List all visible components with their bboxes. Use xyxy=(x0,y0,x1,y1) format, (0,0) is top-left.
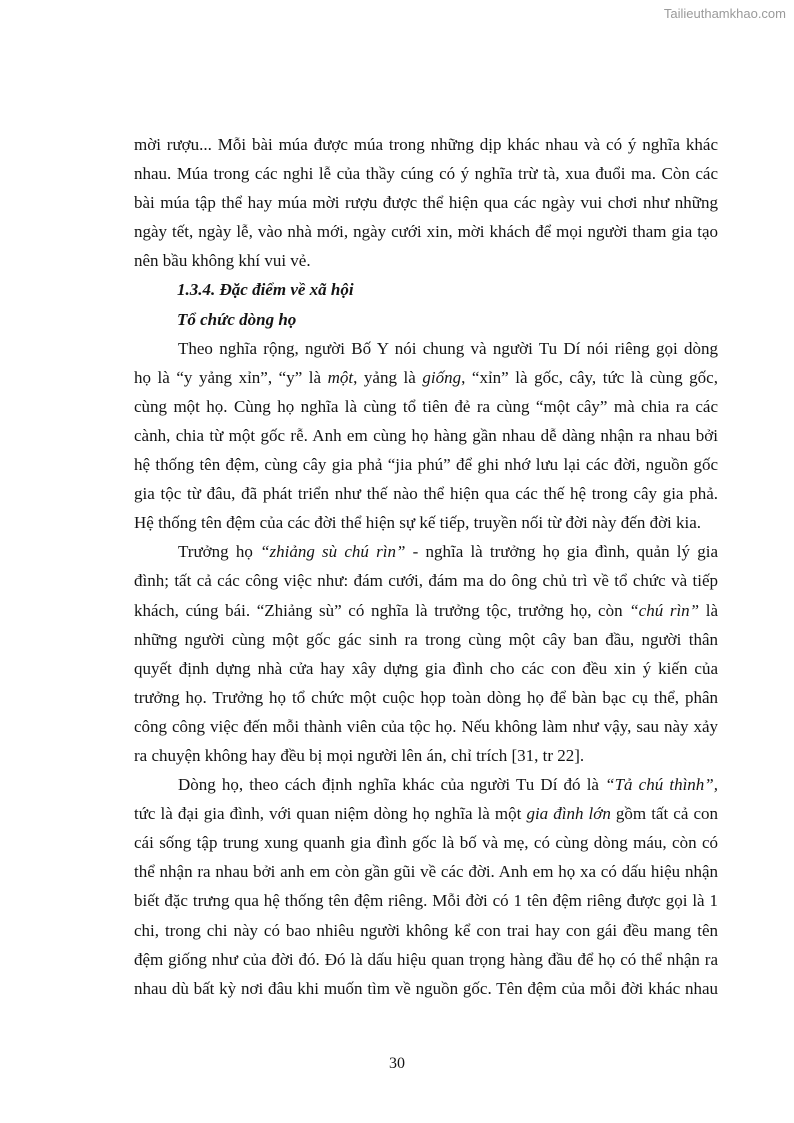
text-line: hệ thống tên đệm, cùng cây gia phả “jia phú” để ghi nhớ lưu lại các đời, nguồn gốc xyxy=(134,455,718,475)
italic-term: “Tả chú thình”, xyxy=(605,775,718,795)
text-line: ra chuyện không hay đều bị mọi người lên án, chỉ trích [31, tr 22]. xyxy=(134,745,585,765)
text-run: gồm tất cả con xyxy=(610,804,718,824)
text-line: mời rượu... Mỗi bài múa được múa trong những dịp khác nhau và có ý nghĩa khác xyxy=(134,135,718,154)
paragraph-2 xyxy=(134,334,718,538)
text-line: ngày tết, ngày lễ, vào nhà mới, ngày cưới xin, mời khách để mọi người tham gia tạo xyxy=(134,222,718,242)
text-run: , “xỉn” là gốc, cây, tức là cùng gốc, xyxy=(461,367,718,387)
section-heading: 1.3.4. Đặc điểm về xã hội xyxy=(177,280,354,300)
text-run: khách, cúng bái. “Zhiảng sù” có nghĩa là trưởng tộc, trưởng họ, còn xyxy=(134,600,630,620)
text-line xyxy=(134,363,718,392)
text-line xyxy=(134,770,718,799)
text-run: Dòng họ, theo cách định nghĩa khác của người Tu Dí đó là xyxy=(178,775,606,795)
text-line xyxy=(134,799,718,828)
text-line: bài múa tập thể hay múa mời rượu được thể hiện qua các ngày vui chơi như những xyxy=(134,193,718,213)
italic-term: gia đình lớn xyxy=(526,804,611,824)
subsection-heading: Tổ chức dòng họ xyxy=(177,309,297,329)
text-line: gia tộc từ đâu, đã phát triển như thế nào thể hiện qua các thế hệ trong cây gia phả. xyxy=(134,484,718,504)
page-body xyxy=(134,130,718,1003)
text-line xyxy=(134,537,718,566)
text-line: đệm giống như của đời đó. Đó là dấu hiệu quan trọng hàng đầu để họ có thể nhận ra xyxy=(134,949,718,969)
page-number: 30 xyxy=(389,1055,405,1072)
text-line xyxy=(134,596,718,625)
text-line: Theo nghĩa rộng, người Bố Y nói chung và người Tu Dí nói riêng gọi dòng xyxy=(178,338,718,358)
text-line: những người cùng một gốc gác sinh ra trong cùng một cây ban đầu, người thân xyxy=(134,629,718,649)
text-line: đình; tất cả các công việc như: đám cưới, đám ma do ông chủ trì về tổ chức và tiếp xyxy=(134,571,718,591)
italic-term: giống xyxy=(422,367,462,387)
paragraph-4 xyxy=(134,770,718,1003)
text-line: biết đặc trưng qua hệ thống tên đệm riêng. Mỗi đời có 1 tên đệm riêng được gọi là 1 xyxy=(134,891,718,911)
italic-term: “zhiảng sù chú rìn” xyxy=(260,542,406,562)
text-line: chi, trong chi này có bao nhiêu người không kể con trai hay con gái đều mang tên xyxy=(134,920,718,940)
text-line: thể nhận ra nhau bởi anh em còn gần gũi về các đời. Anh em họ xa có dấu hiệu nhận xyxy=(134,862,718,882)
italic-term: “chú rìn” xyxy=(629,600,700,620)
text-run: Trưởng họ xyxy=(178,542,261,562)
text-run: - nghĩa là trưởng họ gia đình, quản lý gia xyxy=(405,542,718,562)
paragraph-3 xyxy=(134,537,718,770)
text-run: , yảng là xyxy=(353,367,423,387)
text-line: nhau dù bất kỳ nơi đâu khi muốn tìm về nguồn gốc. Tên đệm của mỗi đời khác nhau xyxy=(134,978,718,998)
text-run: họ là “y yảng xỉn”, “y” là xyxy=(134,367,328,387)
text-line: nhau. Múa trong các nghi lễ của thầy cúng có ý nghĩa trừ tà, xua đuổi ma. Còn các xyxy=(134,164,718,184)
text-line: cành, chia từ một gốc rễ. Anh em cùng họ hàng gần nhau dễ dàng nhận ra nhau bởi xyxy=(134,425,718,445)
text-run: tức là đại gia đình, với quan niệm dòng họ nghĩa là một xyxy=(134,804,527,824)
text-line: cái sống tập trung xung quanh gia đình gốc là bố và mẹ, có cùng dòng máu, còn có xyxy=(134,833,718,853)
text-line: nên bầu không khí vui vẻ. xyxy=(134,251,311,271)
paragraph-1 xyxy=(134,130,718,275)
text-line: quyết định dựng nhà cửa hay xây dựng gia đình cho các con đều xin ý kiến của xyxy=(134,658,718,678)
text-line: trưởng họ. Trưởng họ tổ chức một cuộc họp toàn dòng họ để bàn bạc cụ thể, phân xyxy=(134,687,718,707)
watermark-text: Tailieuthamkhao.com xyxy=(663,6,786,21)
text-run: là xyxy=(699,600,718,620)
text-line: công công việc đến mỗi thành viên của tộc họ. Nếu không làm như vậy, sau này xảy xyxy=(134,716,718,736)
text-line: cùng một họ. Cùng họ nghĩa là cùng tổ tiên đẻ ra cùng “một cây” mà chia ra các xyxy=(134,396,718,416)
text-line: Hệ thống tên đệm của các đời thể hiện sự kế tiếp, truyền nối từ đời này đến đời kia. xyxy=(134,513,702,533)
italic-term: một xyxy=(327,367,354,387)
